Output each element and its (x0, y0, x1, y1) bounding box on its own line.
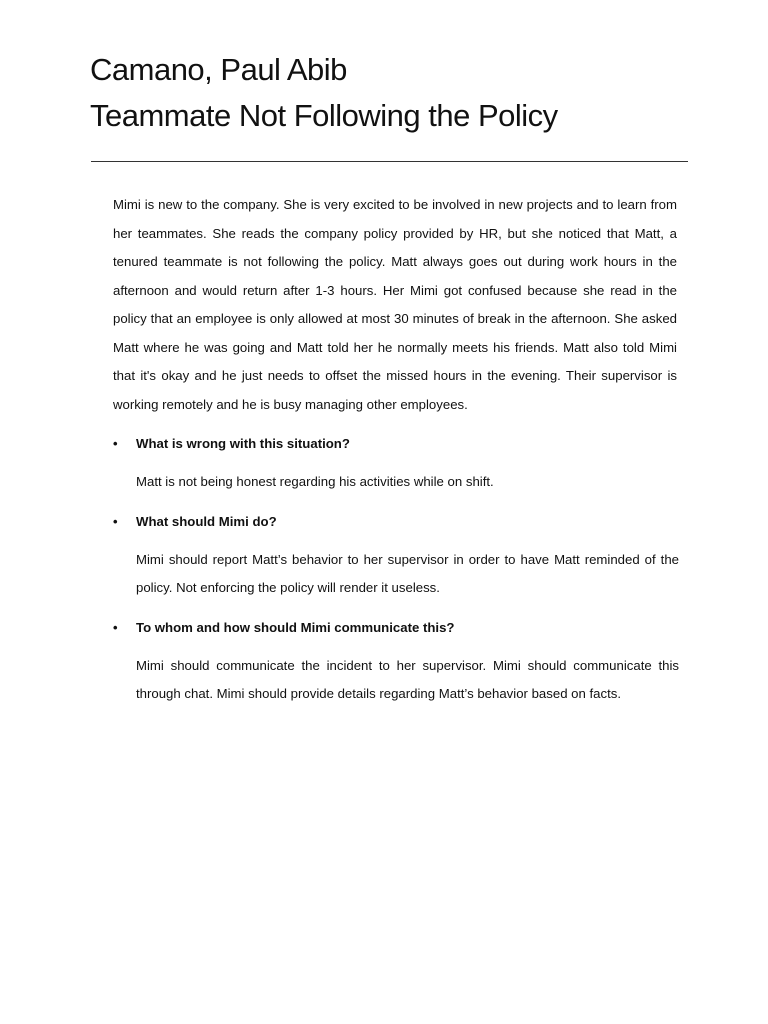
question-item (113, 614, 679, 709)
question-text: What is wrong with this situation? (136, 436, 350, 451)
document-title: Teammate Not Following the Policy (90, 98, 558, 133)
bullet-icon: • (113, 513, 118, 529)
bullet-icon: • (113, 436, 118, 451)
author-name: Camano, Paul Abib (90, 52, 347, 87)
bullet-icon: • (113, 619, 118, 635)
answer-text: Matt is not being honest regarding his activities while on shift. (136, 474, 494, 489)
question-text: To whom and how should Mimi communicate this? (136, 619, 455, 635)
question-item (113, 430, 679, 497)
question-row (113, 508, 679, 536)
scenario-paragraph: Mimi is new to the company. She is very excited to be involved in new projects and to learn from her teammates. She reads the company policy provided by HR, but she noticed that Matt, a tenured teammate is not following the policy. Matt always goes out during work hours in the afternoon and would return after 1-3 hours. Her Mimi got confused because she read in the policy that an employee is only allowed at most 30 minutes of break in the afternoon. She asked Matt where he was going and Matt told her he normally meets his friends. Matt also told Mimi that it's okay and he just needs to offset the missed hours in the evening. Their supervisor is working remotely and he is busy managing other employees. (113, 197, 677, 412)
title-divider (91, 161, 688, 162)
question-row (113, 430, 679, 458)
answer-text: Mimi should report Matt’s behavior to her supervisor in order to have Matt reminded of the policy. Not enforcing the policy will render it useless. (136, 551, 679, 595)
question-text: What should Mimi do? (136, 513, 277, 529)
question-list (113, 430, 679, 720)
question-item (113, 508, 679, 603)
answer-text: Mimi should communicate the incident to her supervisor. Mimi should communicate this through chat. Mimi should provide details regarding Matt’s behavior based on facts. (136, 657, 679, 701)
question-row (113, 614, 679, 642)
